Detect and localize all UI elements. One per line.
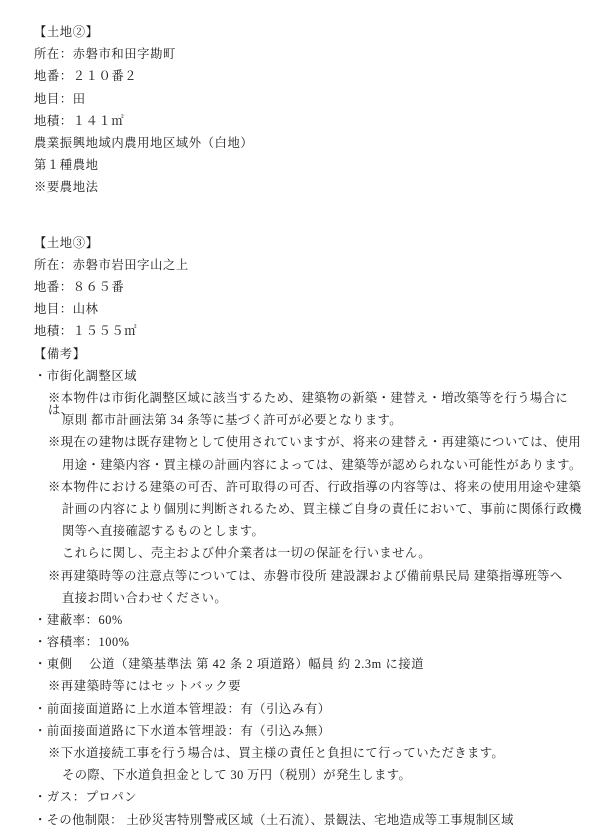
section-spacer: [34, 204, 585, 226]
section-line: 地目：田: [34, 91, 86, 106]
section-line: 直接お問い合わせください。: [62, 590, 228, 605]
section-remarks: [34, 348, 585, 836]
section-line: 所在：赤磐市岩田字山之上: [34, 257, 189, 272]
section-line: 地番：２１０番２: [34, 69, 138, 84]
section-line: これらに関し、売主および仲介業者は一切の保証を行いません。: [62, 546, 431, 561]
section-line: ・市街化調整区域: [34, 368, 138, 383]
section-line: 原則 都市計画法第 34 条等に基づく許可が必要となります。: [62, 413, 402, 428]
section-line: 地積：１５５５㎡: [34, 324, 138, 339]
section-line: ・容積率：100%: [34, 635, 130, 650]
section-line: 地積：１４１㎡: [34, 113, 125, 128]
section-heading: 【備考】: [34, 346, 86, 361]
section-line: 計画の内容により個別に判断されるため、買主様ご自身の責任において、事前に関係行政機: [62, 501, 582, 516]
section-line: ※本物件は市街化調整区域に該当するため、建築物の新築・建替え・増改築等を行う場合には、: [48, 391, 569, 418]
section-line: ・東側 公道（建築基準法 第 42 条 2 項道路）幅員 約 2.3m に接道: [34, 657, 425, 672]
section-line: 農業振興地域内農用地区域外（白地）: [34, 135, 254, 150]
section-spacer: [34, 226, 585, 237]
section-line: ※再建築時等の注意点等については、赤磐市役所 建設課および備前県民局 建築指導班等へ: [48, 568, 563, 583]
section-heading: 【土地②】: [34, 25, 99, 39]
section-line: 関等へ直接確認するものとします。: [62, 524, 265, 539]
section-line: 第１種農地: [34, 158, 99, 173]
section-line: ・その他制限： 土砂災害特別警戒区域（土石流）、景観法、宅地造成等工事規制区域: [34, 812, 514, 827]
section-line: ※下水道接続工事を行う場合は、買主様の責任と負担にて行っていただきます。: [48, 746, 505, 760]
section-line: ・前面接面道路に上水道本管埋設：有（引込み有）: [34, 701, 331, 716]
section-line: ・建蔽率：60%: [34, 612, 123, 627]
section-land3: [34, 237, 585, 348]
section-heading: 【土地③】: [34, 235, 99, 250]
section-line: 地番：８６５番: [34, 280, 125, 295]
section-line: 地目：山林: [34, 302, 99, 317]
section-line: ※本物件における建築の可否、許可取得の可否、行政指導の内容等は、将来の使用用途や建築: [48, 479, 582, 494]
section-line: その際、下水道負担金として 30 万円（税別）が発生します。: [62, 768, 412, 783]
section-line: ※再建築時等にはセットバック要: [48, 679, 242, 694]
section-line: ※現在の建物は既存建物として使用されていますが、将来の建替え・再建築については、使用: [48, 435, 582, 450]
section-line: 用途・建築内容・買主様の計画内容によっては、建築等が認められない可能性があります。: [62, 457, 582, 472]
section-line: 所在：赤磐市和田字勘町: [34, 47, 176, 62]
section-line: ・前面接面道路に下水道本管埋設：有（引込み無）: [34, 723, 331, 738]
section-land2: [34, 26, 585, 204]
section-line: ※要農地法: [34, 180, 99, 195]
section-line: ・ガス：プロパン: [34, 790, 138, 805]
